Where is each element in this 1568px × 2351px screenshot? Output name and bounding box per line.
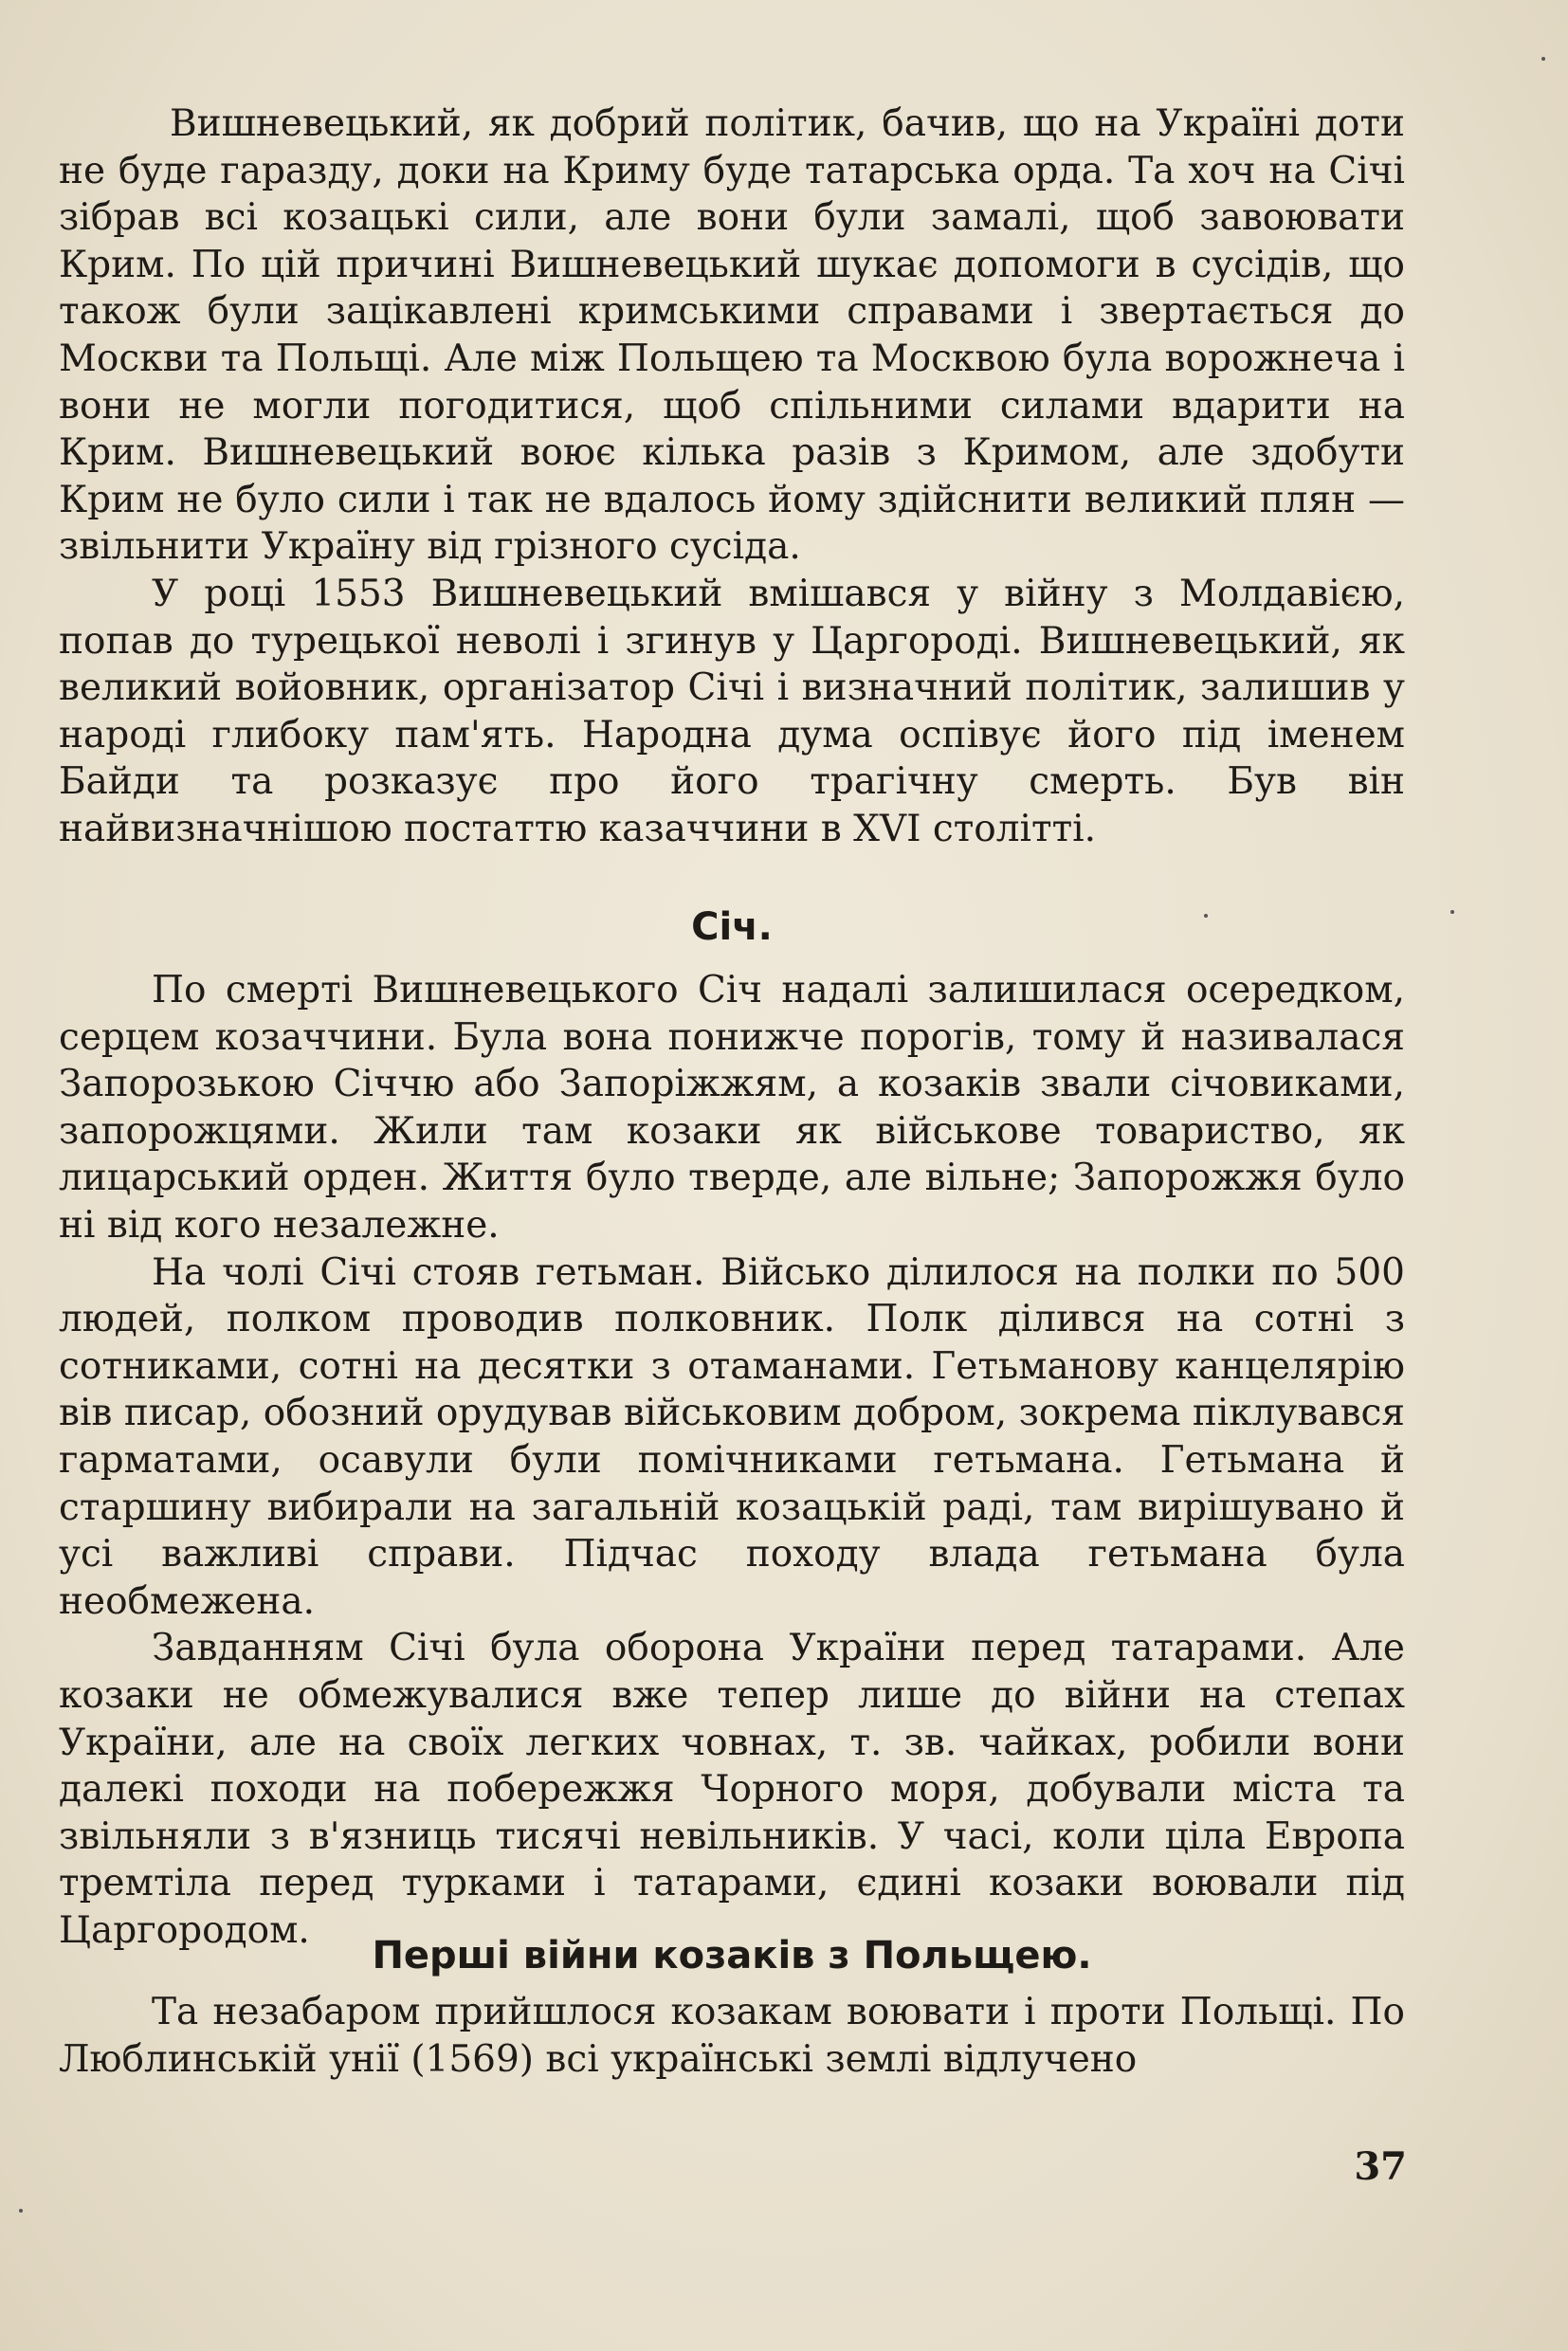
section-heading-sich: Січ. <box>691 905 773 949</box>
section-sich-text <box>59 967 1405 1954</box>
paragraph: Вишневецький, як добрий політик, бачив, що на Україні доти не буде гаразду, доки на Криму буде татарська орда. Та хоч на Січі зібрав всі козацькі сили, але вони були замалі, щоб завоювати Крим. По цій причині Вишневецький шукає допомоги в сусідів, що також були зацікавлені кримськими справами і звертається до Москви та Польщі. Але між Польщею та Москвою була ворожнеча і вони не могли погодитися, щоб спільними силами вдарити на Крим. Вишневецький воює кілька разів з Кримом, але здобути Крим не було сили і так не вдалось йому здійснити великий плян — звільнити Україну від грізного сусіда. <box>59 102 1405 569</box>
paragraph: На чолі Січі стояв гетьман. Військо ділилося на полки по 500 людей, полком проводив полковник. Полк ділився на сотні з сотниками, сотні на десятки з отаманами. Гетьманову канцелярію вів писар, обозний орудував військовим добром, зокрема піклувався гарматами, осавули були помічниками гетьмана. Гетьмана й старшину вибирали на загальній козацькій раді, там вирішувано й усі важливі справи. Підчас походу влада гетьмана була необмежена. <box>59 1250 1405 1623</box>
section-vyshnevetskyi-text <box>59 100 1405 853</box>
paragraph: Завданням Січі була оборона України перед татарами. Але козаки не обмежувалися вже тепер лише до війни на степах України, але на своїх легких човнах, т. зв. чайках, робили вони далекі походи на побережжя Чорного моря, добували міста та звільняли з в'язниць тисячі невільників. У часі, коли ціла Европа тремтіла перед турками і татарами, єдині козаки воювали під Царгородом. <box>59 1627 1405 1952</box>
paper-speck <box>1541 57 1545 61</box>
paragraph: У році 1553 Вишневецький вмішався у війну з Молдавією, попав до турецької неволі і згинув у Царгороді. Вишневецький, як великий войовник, організатор Січі і визначний політик, залишив у народі глибоку пам'ять. Народна дума оспівує його під іменем Байди та розказує про його трагічну смерть. Був він найвизначнішою постаттю казаччини в XVI столітті. <box>59 572 1405 850</box>
section-first-wars-text <box>59 1989 1405 2083</box>
paper-speck <box>1204 914 1208 918</box>
paragraph: Та незабаром прийшлося козакам воювати і проти Польщі. По Люблинській унії (1569) всі українські землі відлучено <box>59 1991 1405 2081</box>
paper-speck <box>19 2209 23 2213</box>
paragraph: По смерті Вишневецького Січ надалі залишилася осередком, серцем козаччини. Була вона понижче порогів, тому й називалася Запорозькою Січчю або Запоріжжям, а козаків звали січовиками, запорожцями. Жили там козаки як військове товариство, як лицарський орден. Життя було тверде, але вільне; Запорожжя було ні від кого незалежне. <box>59 969 1405 1247</box>
paper-speck <box>1450 910 1454 914</box>
section-heading-first-wars: Перші війни козаків з Польщею. <box>372 1934 1092 1977</box>
page-number: 37 <box>1354 2144 1407 2189</box>
